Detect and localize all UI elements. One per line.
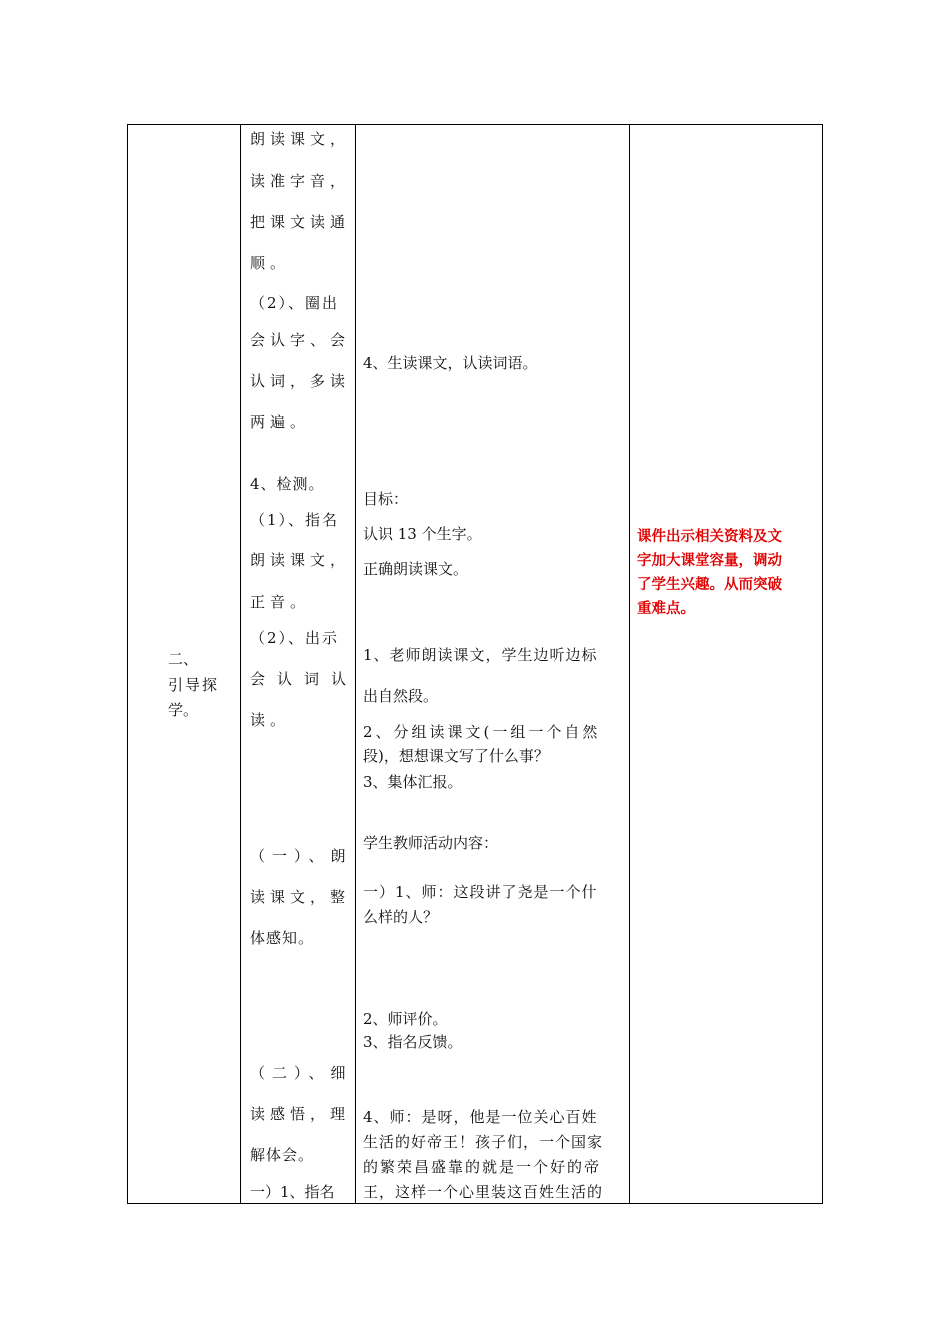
design-note: 重难点。 [637,601,695,617]
step-line: 正音。 [250,593,311,611]
column-divider [355,125,356,1203]
activity-line: 3、集体汇报。 [363,773,463,791]
activity-line: 认识 13 个生字。 [363,525,482,543]
step-line: 把课文读通 [250,213,351,231]
activity-line: 正确朗读课文。 [363,560,469,578]
activity-line: 3、指名反馈。 [363,1033,463,1051]
design-note: 了学生兴趣。从而突破 [637,577,782,593]
step-line: 读。 [250,711,291,729]
step-line: 读课文，整 [250,888,351,906]
step-line: 一）1、指名 [250,1183,335,1201]
step-line: （二）、细 [250,1064,353,1082]
column-divider [629,125,630,1203]
step-line: （2）、出示 [250,629,340,647]
step-line: 会认词认 [250,670,359,688]
design-note: 字加大课堂容量，调动 [637,553,782,569]
activity-line: 出自然段。 [363,687,439,705]
stage-label: 二、 [168,650,199,668]
step-line: （一）、朗 [250,847,353,865]
step-line: 解体会。 [250,1146,315,1164]
step-line: 会认字、会 [250,331,351,349]
activity-line: 4、师：是呀，他是一位关心百姓 [363,1108,598,1126]
column-divider [240,125,241,1203]
activity-line: 2、分组读课文(一组一个自然 [363,723,601,741]
activity-line: 一）1、师：这段讲了尧是一个什 [363,883,598,901]
step-line: （1）、指名 [250,511,340,529]
step-line: 读准字音， [250,172,351,190]
step-line: 两遍。 [250,413,311,431]
activity-line: 4、生读课文，认读词语。 [363,354,538,372]
activity-line: 段)，想想课文写了什么事？ [363,747,549,765]
stage-label: 学。 [168,701,199,719]
step-line: （2）、圈出 [250,294,340,312]
stage-label: 引导探 [168,676,220,694]
design-note: 课件出示相关资料及文 [637,529,782,545]
step-line: 顺。 [250,254,291,272]
activity-line: 2、师评价。 [363,1010,448,1028]
activity-line: 么样的人？ [363,908,439,926]
activity-line: 生活的好帝王！孩子们，一个国家 [363,1133,604,1151]
activity-line: 目标： [363,490,409,508]
activity-line: 王，这样一个心里装这百姓生活的 [363,1183,604,1201]
step-line: 4、检测。 [250,475,325,493]
step-line: 读感悟，理 [250,1105,351,1123]
activity-line: 1、老师朗读课文，学生边听边标 [363,646,598,664]
activity-line: 学生教师活动内容： [363,834,499,852]
step-line: 认词，多读 [250,372,351,390]
step-line: 朗读课文， [250,130,351,148]
step-line: 体感知。 [250,929,315,947]
lesson-table [127,124,823,1204]
step-line: 朗读课文， [250,551,351,569]
activity-line: 的繁荣昌盛靠的就是一个好的帝 [363,1158,602,1176]
